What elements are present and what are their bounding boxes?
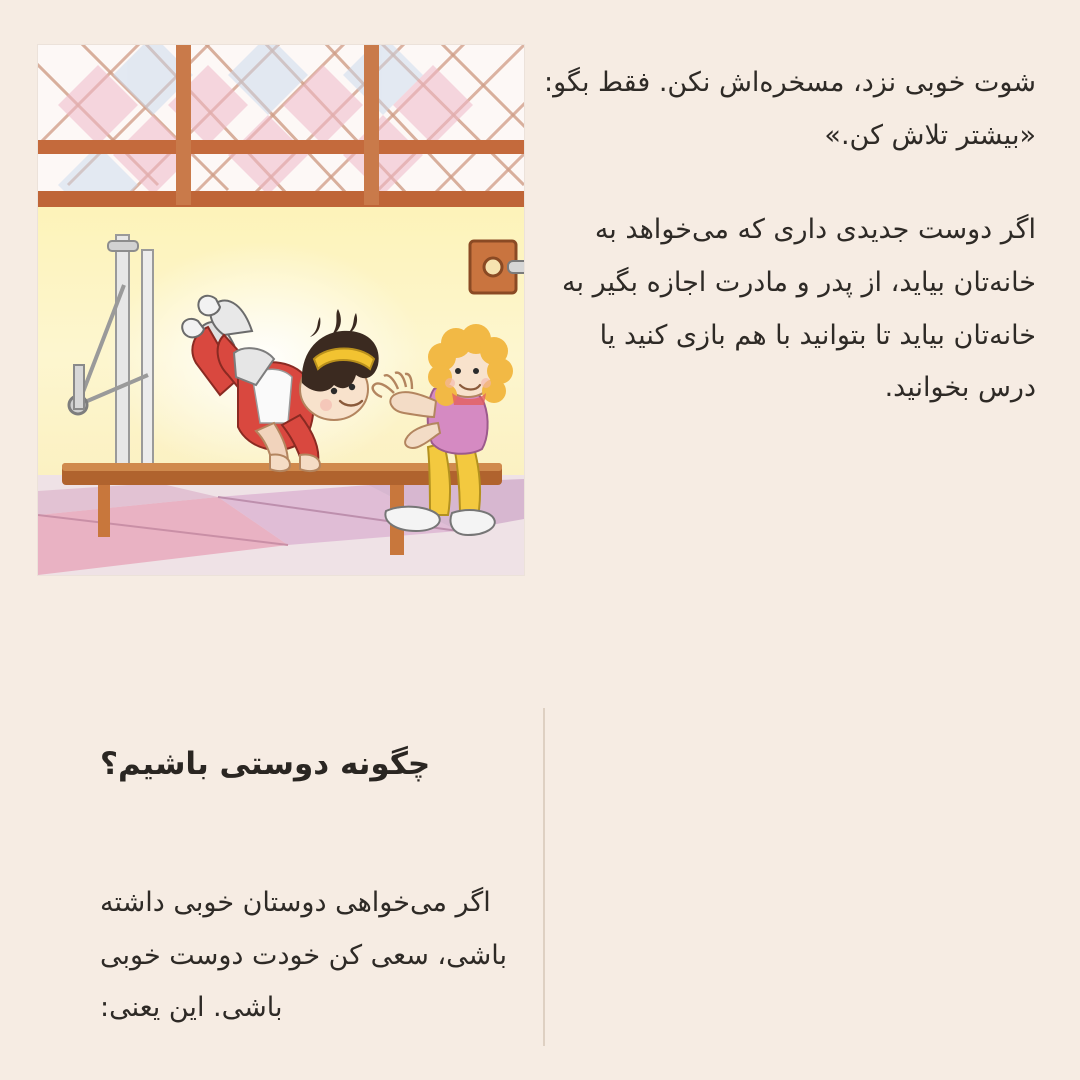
top-paragraph-2: اگر دوست جدیدی داری که می‌خواهد به خانه‌تان بیاید، از پدر و مادرت اجازه بگیر به خانه‌تان بیاید تا بتوانید با هم بازی کنید یا درس بخوانید.	[562, 214, 1036, 404]
illustration-svg	[38, 45, 524, 575]
bottom-section	[0, 660, 1080, 1080]
top-paragraph-1: شوت خوبی نزد، مسخره‌اش نکن. فقط بگو: «بیشتر تلاش کن.»	[544, 67, 1036, 151]
top-text-column	[536, 30, 1036, 442]
vertical-divider	[543, 708, 545, 1046]
bottom-paragraph: اگر می‌خواهی دوستان خوبی داشته باشی، سعی کن خودت دوست خوبی باشی. این یعنی:	[100, 887, 507, 1024]
gymnastics-illustration	[38, 45, 524, 575]
section-heading: چگونه دوستی باشیم؟	[100, 745, 431, 782]
